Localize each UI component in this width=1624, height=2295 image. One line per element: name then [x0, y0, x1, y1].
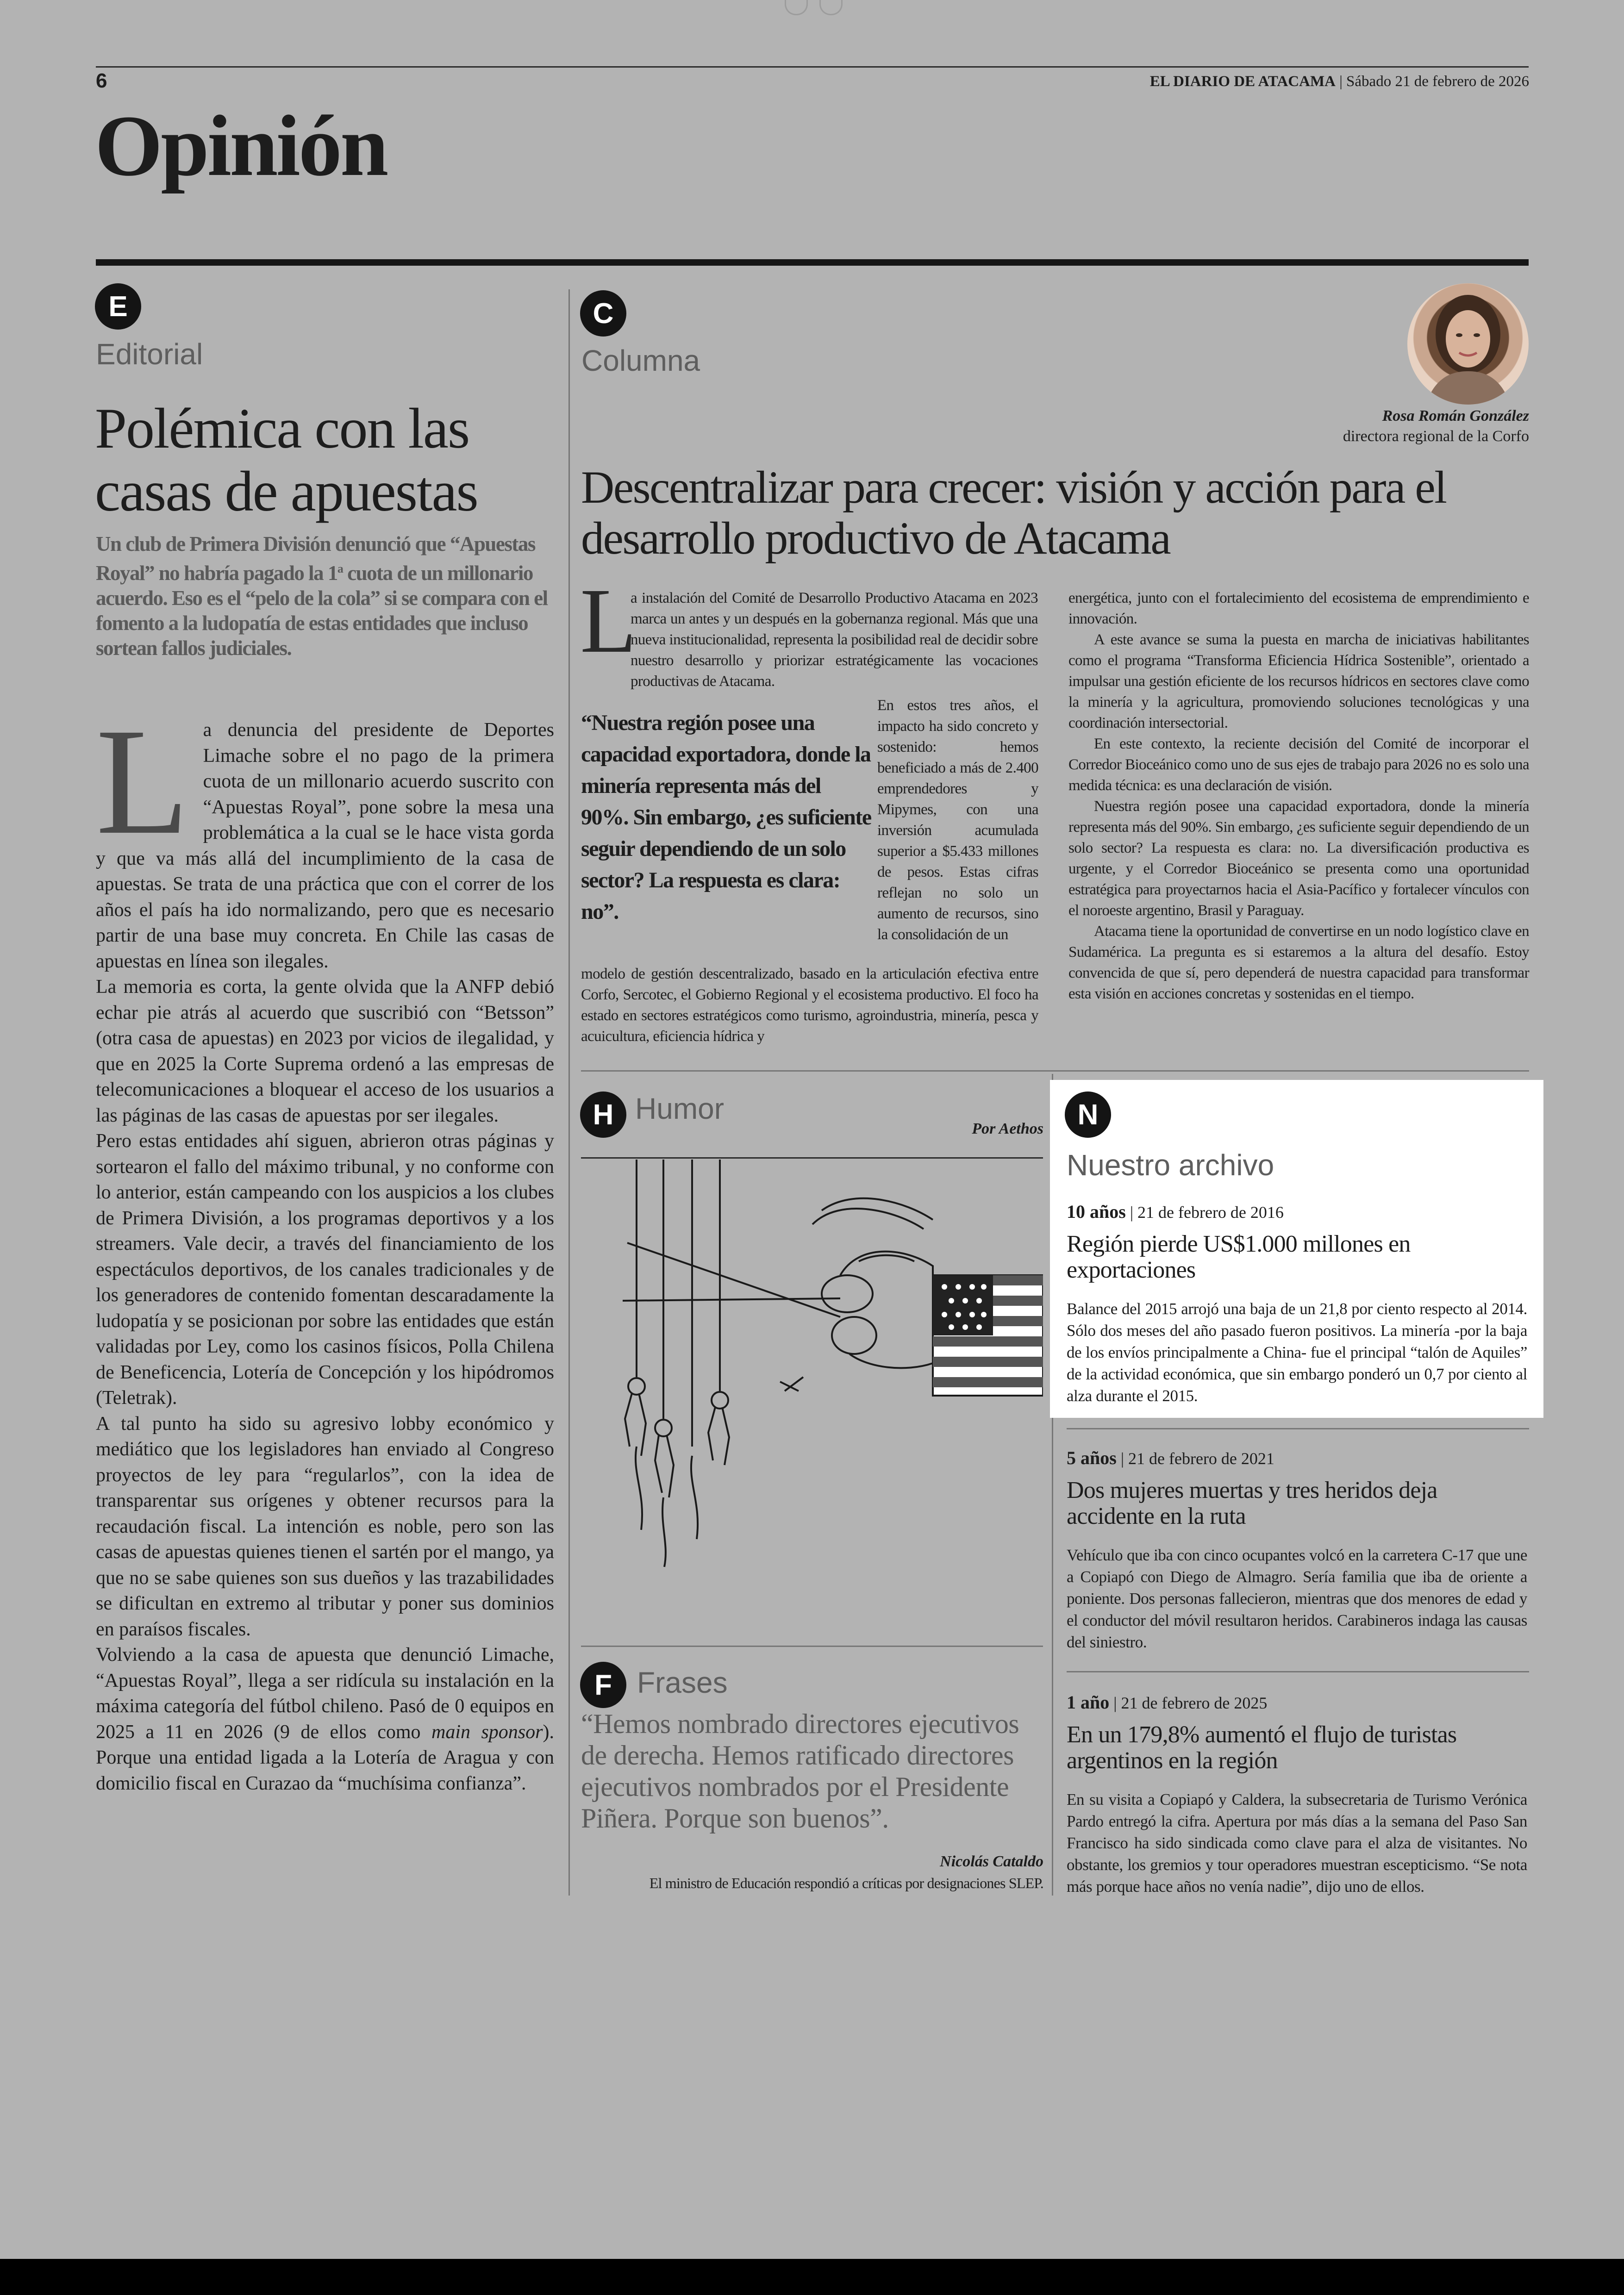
archive-item-3-headline: En un 179,8% aumentó el flujo de turistas argentinos en la región	[1067, 1721, 1457, 1774]
prev-page-icon[interactable]	[785, 0, 808, 15]
column-side-text: En estos tres años, el impacto ha sido concreto y sostenido: hemos beneficiado a más de 2.400 emprendedores y Mipymes, con una inversión acumulada superior a $5.433 millones de pesos. Estas cifras reflejan no solo un aumento de recursos, sino la consolidación de un	[877, 697, 1038, 943]
editorial-p5-italic: main sponsor	[431, 1721, 543, 1743]
column-bottom-rule	[581, 1070, 1529, 1072]
humor-label: Humor	[635, 1092, 725, 1125]
editorial-paragraph-2: La memoria es corta, la gente olvida que la ANFP debió echar pie atrás al acuerdo que suscribió con “Betsson” (otra casa de apuestas) en 2023 por vicios de ilegalidad, y que en 2025 la Corte Suprema ordenó a las empresas de telecomunicaciones a bloquear el acceso de los usuarios a las páginas de las casas de apuestas por ser ilegales.	[96, 976, 554, 1126]
frases-label: Frases	[637, 1666, 728, 1699]
column-right-paragraph-4: Nuestra región posee una capacidad exportadora, donde la minería representa más del 90%. Sin embargo, ¿es suficiente seguir dependiendo de un solo sector? La respuesta es clara: no. La diversificación productiva es urgente, y el Corredor Bioceánico se presenta como una oportunidad estratégica para proyectarnos hacia el Asia-Pacífico y fortalecer vínculos con el noroeste argentino, Brasil y Paraguay.	[1068, 798, 1529, 919]
frases-badge: F	[580, 1662, 626, 1708]
author-role: directora regional de la Corfo	[1343, 428, 1529, 445]
column-pull-quote: “Nuestra región posee una capacidad exportadora, donde la minería representa más del 90%. Sin embargo, ¿es suficiente seguir dependiendo de un solo sector? La respuesta es clara: no”.	[581, 711, 871, 924]
column-badge: C	[580, 290, 626, 337]
author-name: Rosa Román González	[1382, 407, 1529, 424]
archive-item-1-date: 21 de febrero de 2016	[1137, 1203, 1284, 1222]
editorial-deck-text-b: cuota de un millonario acuerdo. Eso es el “pelo de la cola” si se compara con el fomento a la ludopatía de estas entidades que incluso sortean fallos judiciales.	[96, 561, 548, 660]
editorial-paragraph-1: a denuncia del presidente de Deportes Limache sobre el no pago de la primera cuota de un millonario acuerdo suscrito con “Apuestas Royal”, pone sobre la mesa una problemática a la cual se le hace vista gorda y que va más allá del incumplimiento de la casa de apuestas. Se trata de una práctica que con el correr de los años el país ha ido normalizando, pero que es necesario partir de una base muy concreta. En Chile las casas de apuestas en línea son ilegales.	[96, 719, 554, 972]
archive-item-3-meta	[1067, 1692, 1527, 1714]
humor-badge: H	[580, 1091, 626, 1138]
archive-item-3	[1067, 1692, 1527, 1897]
bottom-bar	[0, 2259, 1624, 2295]
editorial-paragraph-3: Pero estas entidades ahí siguen, abrieron otras páginas y sortearon el fallo del máximo tribunal, y no conforme con lo anterior, están campeando con los auspicios a los clubes de Primera División, a los programas deportivos y a los streamers. Vale decir, a través del financiamiento de los espectáculos deportivos, de los canales tradicionales y de los generadores de contenido fomentan descaradamente la ludopatía y se posicionan por sobre las entidades que están validadas por Ley, como los casinos físicos, Polla Chilena de Beneficencia, Lotería de Concepción y los hipódromos (Teletrak).	[96, 1130, 554, 1409]
column-right-text	[1068, 588, 1529, 1004]
frases-author: Nicolás Cataldo	[940, 1853, 1043, 1870]
column-divider-left	[568, 289, 570, 1896]
editorial-p5-b: ). Porque una entidad ligada a la Lotería de Aragua y con domicilio fiscal en Curazao da “muchísima confianza”.	[96, 1721, 554, 1794]
archive-item-2-body: Vehículo que iba con cinco ocupantes volcó en la carretera C-17 que une a Copiapó con Diego de Almagro. Sería familia que iba de oriente a poniente. Dos personas fallecieron, mientras que dos menores de edad y el conductor del móvil resultaron heridos. Carabineros indaga las causas del siniestro.	[1067, 1546, 1527, 1651]
cartoon-scissors-flag-icon	[581, 1160, 1043, 1604]
publication-name: EL DIARIO DE ATACAMA	[1149, 73, 1336, 90]
publication-date: Sábado 21 de febrero de 2026	[1346, 73, 1529, 90]
dateline-separator: |	[1335, 73, 1347, 90]
column-right-paragraph-1: energética, junto con el fortalecimiento del ecosistema de emprendimiento e innovación.	[1068, 590, 1529, 627]
section-title: Opinión	[95, 97, 387, 194]
archive-badge: N	[1065, 1091, 1111, 1138]
archive-item-1-sep: |	[1125, 1203, 1138, 1222]
usa-flag-cuff	[933, 1275, 1043, 1396]
archive-rule-2	[1067, 1671, 1529, 1672]
archive-item-3-date: 21 de febrero de 2025	[1121, 1694, 1268, 1712]
archive-item-3-years: 1 año	[1067, 1692, 1110, 1713]
archive-item-1-body: Balance del 2015 arrojó una baja de un 21,8 por ciento respecto al 2014. Sólo dos meses del año pasado fueron positivos. La minería -por la baja de los envíos principalmente a China- fue el principal “talón de Aquiles” de la actividad económica, que sin embargo ponderó un 0,7 por ciento al alza durante el 2015.	[1067, 1300, 1527, 1405]
section-rule	[96, 259, 1529, 266]
frases-rule	[581, 1646, 1043, 1647]
author-portrait-icon	[1407, 283, 1529, 405]
author-photo	[1407, 283, 1529, 405]
column-title: Descentralizar para crecer: visión y acción para el desarrollo productivo de Atacama	[581, 461, 1446, 564]
publication-dateline	[1150, 73, 1529, 90]
archive-item-3-body: En su visita a Copiapó y Caldera, la subsecretaria de Turismo Verónica Pardo entregó la cifra. Apertura por más días a la semana del Paso San Francisco ha sido sindicada como clave para el alza de visitantes. No obstante, los gremios y tour operadores muestran escepticismo. “Se nota más porque hace años no venía nadie”, dijo uno de ellos.	[1067, 1790, 1527, 1896]
column-label: Columna	[581, 344, 700, 377]
editorial-body	[96, 697, 554, 1796]
frases-context: El ministro de Educación respondió a críticas por designaciones SLEP.	[649, 1875, 1043, 1891]
archive-rule-1	[1067, 1428, 1529, 1429]
page-number: 6	[96, 69, 107, 92]
column-drop-cap: L	[580, 570, 637, 672]
editorial-title: Polémica con las casas de apuestas	[95, 397, 478, 523]
editorial-paragraph-4: A tal punto ha sido su agresivo lobby económico y mediático que los legisladores han enviado al Congreso proyectos de ley para “regularlos”, con la idea de transparentar sus orígenes y obtener recursos para la recaudación fiscal. La intención es noble, pero son las casas de apuestas quienes tienen el sartén por el mango, ya que no se sabe quienes son sus dueños y las trazabilidades se dificultan en extremo al tributar y poner sus dominios en paraísos fiscales.	[96, 1413, 554, 1640]
editorial-badge: E	[95, 283, 141, 330]
humor-rule	[581, 1157, 1043, 1159]
archive-item-2-sep: |	[1116, 1449, 1129, 1468]
column-continued: modelo de gestión descentralizado, basado en la articulación efectiva entre Corfo, Sercotec, el Gobierno Regional y el ecosistema productivo. El foco ha estado en sectores estratégicos como turismo, agroindustria, minería, pesca y acuicultura, eficiencia hídrica y	[581, 966, 1038, 1045]
editorial-deck-text-a: Un club de Primera División denunció que “Apuestas Royal” no habría pagado la 1	[96, 532, 535, 585]
archive-item-1	[1067, 1201, 1527, 1407]
archive-item-2-years: 5 años	[1067, 1447, 1117, 1468]
archive-item-2	[1067, 1447, 1527, 1653]
next-page-icon[interactable]	[819, 0, 843, 15]
archive-item-1-years: 10 años	[1067, 1201, 1126, 1222]
humor-cartoon	[581, 1160, 1043, 1604]
frases-quote: “Hemos nombrado directores ejecutivos de derecha. Hemos ratificado directores ejecutivos nombrados por el Presidente Piñera. Porque son buenos”.	[581, 1709, 1019, 1834]
editorial-deck-sup: a	[337, 562, 343, 575]
archive-item-1-headline: Región pierde US$1.000 millones en exportaciones	[1067, 1231, 1411, 1283]
column-intro: a instalación del Comité de Desarrollo Productivo Atacama en 2023 marca un antes y un después en la gobernanza regional. Más que una nueva institucionalidad, representa la posibilidad real de decidir sobre nuestro desarrollo y priorizar estratégicamente las vocaciones productivas de Atacama.	[631, 590, 1038, 690]
editorial-paragraph-5	[96, 1642, 554, 1796]
archive-item-1-meta	[1067, 1201, 1527, 1223]
column-right-paragraph-2: A este avance se suma la puesta en marcha de iniciativas habilitantes como el programa “Transforma Eficiencia Hídrica Sostenible”, orientado a impulsar una gestión eficiente de los recursos hídricos en sectores clave como la minería y la agricultura, promoviendo soluciones tecnológicas y una coordinación intersectorial.	[1068, 631, 1529, 731]
editorial-p5-a: Volviendo a la casa de apuesta que denunció Limache, “Apuestas Royal”, llega a ser ridícula su instalación en la máxima categoría del fútbol chileno. Pasó de 0 equipos en 2025 a 11 en 2026 (9 de ellos como	[96, 1644, 554, 1743]
editorial-drop-cap: L	[96, 697, 189, 866]
archive-item-3-sep: |	[1109, 1694, 1121, 1712]
humor-credit: Por Aethos	[972, 1120, 1043, 1137]
archive-item-2-meta	[1067, 1447, 1527, 1469]
editorial-deck	[96, 531, 559, 661]
editorial-label: Editorial	[96, 337, 203, 371]
archive-item-2-date: 21 de febrero de 2021	[1128, 1449, 1274, 1468]
column-right-paragraph-5: Atacama tiene la oportunidad de convertirse en un nodo logístico clave en Sudamérica. La pregunta es si estaremos a la altura del desafío. Estoy convencida de que sí, pero dependerá de nuestra capacidad para transformar esta visión en acciones concretas y sostenidas en el tiempo.	[1068, 923, 1529, 1002]
header-top-rule	[96, 66, 1529, 68]
archive-label: Nuestro archivo	[1067, 1148, 1274, 1182]
archive-item-2-headline: Dos mujeres muertas y tres heridos deja accidente en la ruta	[1067, 1477, 1437, 1529]
column-right-paragraph-3: En este contexto, la reciente decisión del Comité de incorporar el Corredor Bioceánico como uno de sus ejes de trabajo para 2026 no es solo una medida técnica: es una declaración de visión.	[1068, 736, 1529, 794]
